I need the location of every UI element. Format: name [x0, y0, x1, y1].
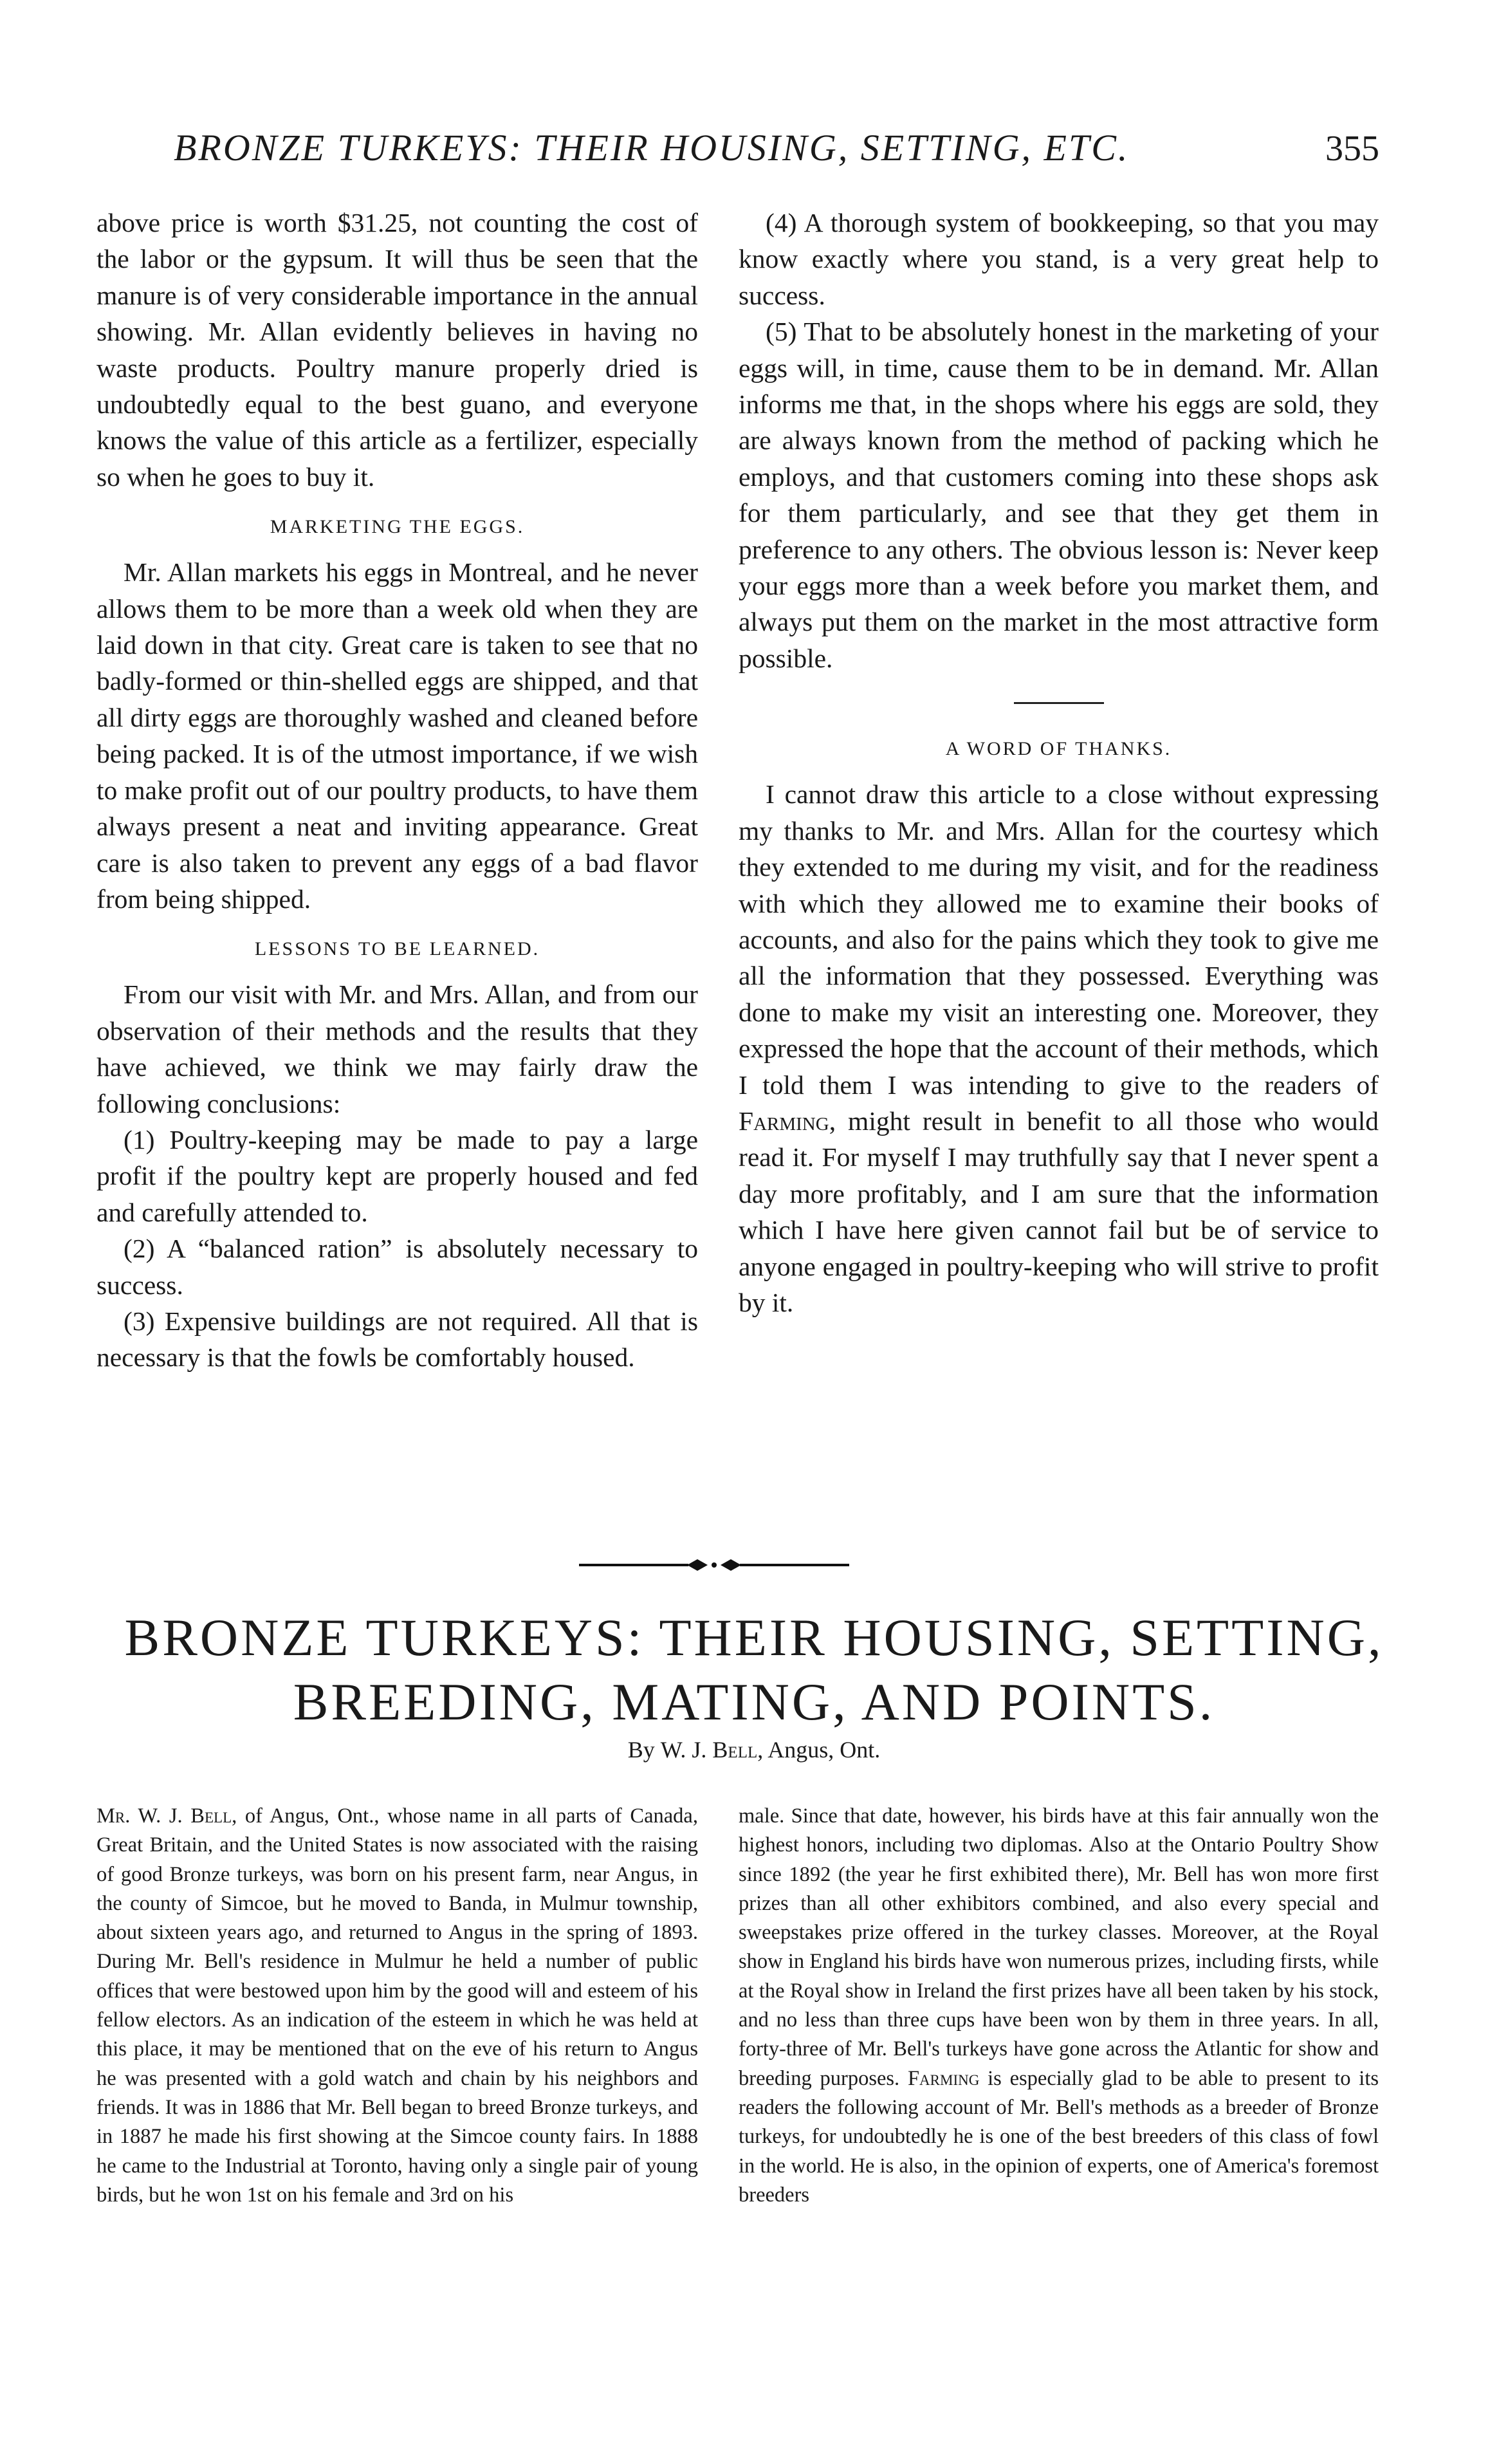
page-number: 355 — [1325, 129, 1379, 169]
heading-marketing-eggs: MARKETING THE EGGS. — [270, 516, 525, 538]
paragraph-manure: above price is worth $31.25, not counting the cost of the labor or the gypsum. It will thus be seen that the manure is of very considerable importance in the annual showing. Mr. Allan evidently believes in having no waste products. Poultry manure properly dried is undoubtedly equal to the best guano, and everyone knows the value of this article as a fertilizer, especially so when he goes to buy it. — [97, 208, 698, 492]
magazine-name: Farming — [739, 1106, 829, 1136]
paragraph-marketing: Mr. Allan markets his eggs in Montreal, and he never allows them to be more than a week old when they are laid down in that city. Great care is taken to see that no badly-formed or thin-shelled eggs are shipped, and that all dirty eggs are thoroughly washed and cleaned before being packed. It is of the utmost importance, if we wish to make profit out of our poultry products, to have them always present a neat and inviting appearance. Great care is also taken to prevent any eggs of a bad flavor from being shipped. — [97, 557, 698, 914]
thanks-text-part2: , might result in benefit to all those who would read it. For myself I may truthfully say that I never spent a day more profitably, and I am sure that the information which I have here given cannot fail but be of service to anyone engaged in poultry-keeping who will strive to profit by it. — [739, 1106, 1379, 1317]
heading-lessons-learned: LESSONS TO BE LEARNED. — [254, 938, 540, 960]
thanks-text-part1: I cannot draw this article to a close without expressing my thanks to Mr. and Mrs. Allan for the courtesy which they extended to me during my visit, and for the readiness with which they allowed me to examine their books of accounts, and also for the pains which they took to give me all the information that they possessed. Everything was done to make my visit an interesting one. Moreover, they expressed the hope that the account of their methods, which I told them I was intending to give to the readers of — [739, 779, 1379, 1100]
heading-word-of-thanks: A WORD OF THANKS. — [945, 738, 1172, 760]
conclusion-item-4: (4) A thorough system of bookkeeping, so that you may know exactly where you stand, is a very great help to success. — [739, 208, 1379, 310]
right-column — [739, 205, 1379, 1320]
paragraph-thanks — [739, 776, 1379, 1320]
conclusion-item-5: (5) That to be absolutely honest in the marketing of your eggs will, in time, cause them to be in demand. Mr. Allan informs me that, in the shops where his eggs are sold, they are always known from the method of packing which he employs, and that customers coming into these shops ask for them particularly, and see that they get them in preference to any others. The obvious lesson is: Never keep your eggs more than a week before you market them, and always put them on the market in the most attractive form possible. — [739, 317, 1379, 673]
ornament-divider — [579, 1552, 849, 1578]
intro-right-part2: is especially glad to be able to present to its readers the following account of Mr. Bell's methods as a breeder of Bronze turkeys, for undoubtedly he is one of the best breeders of this class of fowl in the world. He is also, in the opinion of experts, one of America's foremost breeders — [739, 2066, 1379, 2207]
article-title-line-2: BREEDING, MATING, AND POINTS. — [293, 1672, 1215, 1731]
running-head — [174, 126, 1379, 169]
conclusion-item-2: (2) A “balanced ration” is absolutely necessary to success. — [97, 1234, 698, 1300]
byline-author: W. J. Bell — [660, 1737, 758, 1763]
intro-left-text: , of Angus, Ont., whose name in all parts of Canada, Great Britain, and the United States is now associated with the raising of good Bronze turkeys, was born on his present farm, near Angus, in the county of Simcoe, but he moved to Banda, in Mulmur township, about sixteen years ago, and returned to Angus in the spring of 1893. During Mr. Bell's residence in Mulmur he held a number of public offices that were bestowed upon him by the good will and esteem of his fellow electors. As an indication of the esteem in which he was held at this place, it may be mentioned that on the eve of his return to Angus he was presented with a gold watch and chain by his neighbors and friends. It was in 1886 that Mr. Bell began to breed Bronze turkeys, and in 1887 he made his first showing at the Simcoe county fairs. In 1888 he came to the Industrial at Toronto, having only a single pair of young birds, but he won 1st on his female and 3rd on his — [97, 1804, 698, 2207]
byline — [0, 1736, 1508, 1763]
byline-place: , Angus, Ont. — [757, 1737, 881, 1763]
conclusion-item-3: (3) Expensive buildings are not required. All that is necessary is that the fowls be comfortably housed. — [97, 1306, 698, 1373]
article-title-line-1: BRONZE TURKEYS: THEIR HOUSING, SETTING, — [124, 1608, 1384, 1667]
intro-paragraph-left — [97, 1802, 698, 2210]
intro-paragraph-right — [739, 1802, 1379, 2210]
byline-prefix: By — [627, 1737, 655, 1763]
conclusion-item-1: (1) Poultry-keeping may be made to pay a large profit if the poultry kept are properly housed and fed and carefully attended to. — [97, 1124, 698, 1227]
left-column — [97, 205, 698, 1376]
intro-right-column — [739, 1802, 1379, 2210]
section-divider — [1014, 702, 1104, 704]
paragraph-lessons: From our visit with Mr. and Mrs. Allan, and from our observation of their methods and the results that they have achieved, we think we may fairly draw the following conclusions: — [97, 979, 698, 1118]
intro-left-column — [97, 1802, 698, 2210]
running-title: BRONZE TURKEYS: THEIR HOUSING, SETTING, ETC. — [174, 127, 1130, 169]
intro-right-part1: male. Since that date, however, his birds have at this fair annually won the highest honors, including two diplomas. Also at the Ontario Poultry Show since 1892 (the year he first exhibited there), Mr. Bell has won more first prizes than all other exhibitors combined, and also every special and sweepstakes prize offered in the turkey classes. Moreover, at the Royal show in England his birds have won numerous prizes, including firsts, while at the Royal show in Ireland the first prizes have all been taken by his stock, and no less than three cups have been won by them in three years. In all, forty-three of Mr. Bell's turkeys have gone across the Atlantic for show and breeding purposes. — [739, 1804, 1379, 2090]
article-title — [77, 1606, 1431, 1734]
intro-name: Mr. W. J. Bell — [97, 1804, 232, 1828]
intro-magazine-name: Farming — [907, 2066, 980, 2090]
